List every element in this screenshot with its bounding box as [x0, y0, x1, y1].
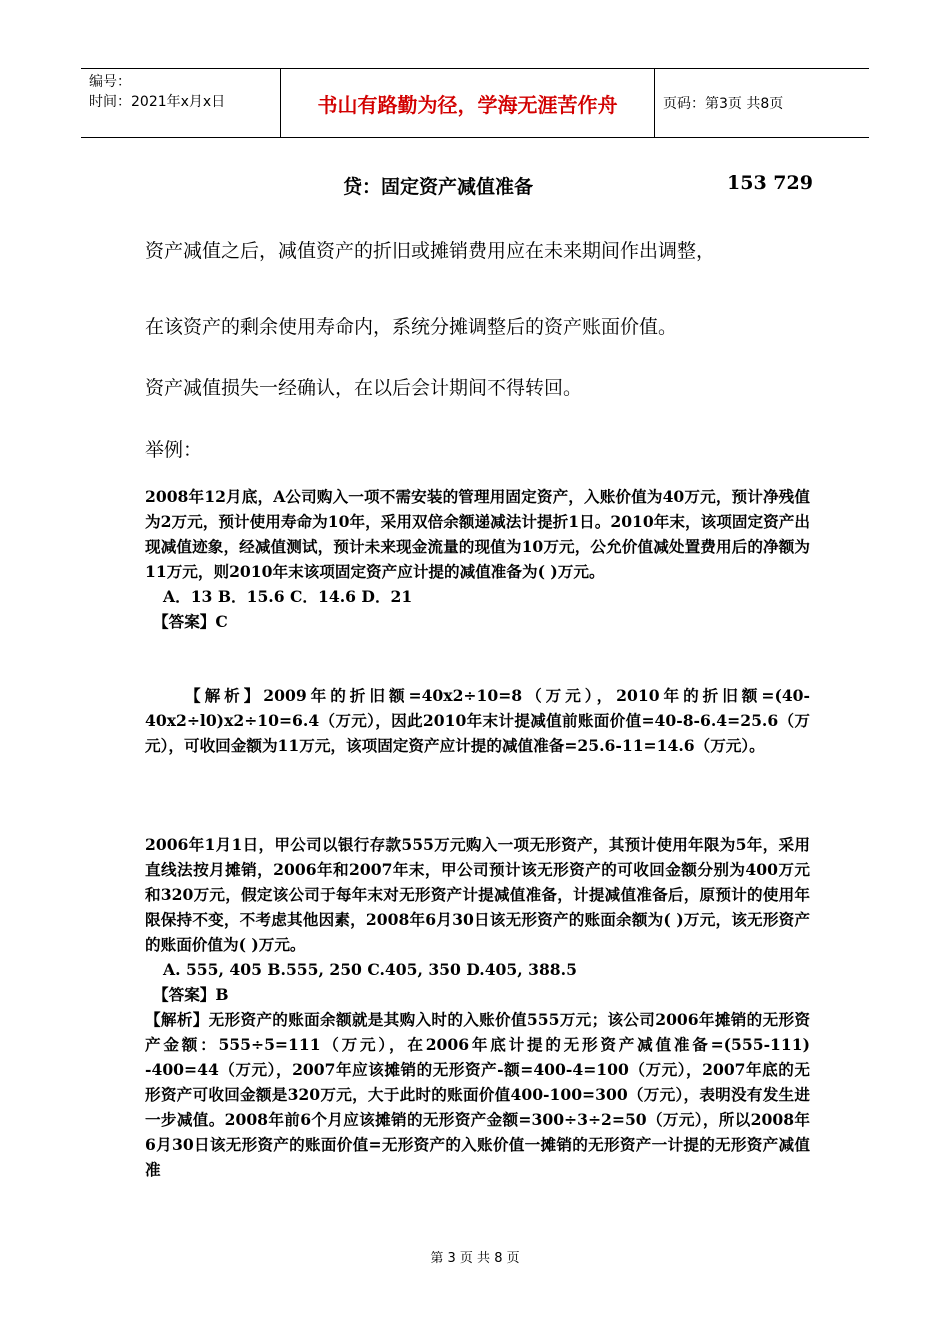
number-label: 编号： [89, 74, 131, 90]
paragraph-2: 在该资产的剩余使用寿命内，系统分摊调整后的资产账面价值。 [145, 316, 678, 338]
header-meta [81, 69, 281, 137]
example-1-question: 2008年12月底，A公司购入一项不需安装的管理用固定资产，入账价值为40万元，预计净残值为2万元，预计使用寿命为10年，采用双倍余额递减法计提折1日。2010年末，该项固定资产出现减值迹象，经减值测试，预计未来现金流量的现值为10万元，公允价值减处置费用后的净额为11万元，则2010年末该项固定资产应计提的减值准备为( )万元。 [145, 487, 810, 581]
example-2-analysis: 【解析】无形资产的账面余额就是其购入时的入账价值555万元；该公司2006年摊销的无形资产金额：555÷5=111（万元），在2006年底计提的无形资产减值准备=(555-111) -400=44（万元），2007年应该摊销的无形资产-额=400-4=100（万元），2007年底的无形资产可收回金额是320万元，大于此时的账面价值400-100=300（万元），表明没有发生进一步减值。2008年前6个月应该摊销的无形资产金额=300÷3÷2=50（万元），所以2008年6月30日该无形资产的账面价值=无形资产的入账价值一摊销的无形资产一计提的无形资产减值准 [145, 1010, 810, 1179]
example-1 [145, 484, 810, 634]
example-1-answer: 【答案】C [153, 612, 228, 631]
paragraph-1: 资产减值之后，减值资产的折旧或摊销费用应在未来期间作出调整， [145, 240, 716, 262]
example-2-options: A. 555, 405 B.555, 250 C.405, 350 D.405, 388.5 [163, 960, 577, 979]
entry-label: 贷：固定资产减值准备 [343, 176, 534, 198]
page-footer: 第 3 页 共 8 页 [430, 1251, 520, 1266]
example-1-analysis-block [145, 683, 810, 758]
example-2-answer: 【答案】B [153, 985, 229, 1004]
entry-amount: 153 729 [727, 172, 813, 194]
header-page-info: 页码：第3页 共8页 [663, 96, 784, 112]
example-2-question: 2006年1月1日，甲公司以银行存款555万元购入一项无形资产，其预计使用年限为5年，采用直线法按月摊销，2006年和2007年末，甲公司预计该无形资产的可收回金额分别为400万元和320万元，假定该公司于每年末对无形资产计提减值准备，计提减值准备后，原预计的使用年限保持不变，不考虑其他因素，2008年6月30日该无形资产的账面余额为( )万元，该无形资产的账面价值为( )万元。 [145, 835, 810, 954]
example-1-analysis: 【解析】2009年的折旧额=40x2÷10=8（万元），2010年的折旧额=(40-40x2÷l0)x2÷10=6.4（万元），因此2010年末计提减值前账面价值=40-8-6.4=25.6（万元），可收回金额为11万元，该项固定资产应计提的减值准备=25.6-11=14.6（万元）。 [145, 686, 810, 755]
example-2 [145, 832, 810, 1182]
time-label: 时间：2021年x月x日 [89, 94, 226, 110]
page-header [81, 68, 869, 138]
example-1-options: A．13 B．15.6 C．14.6 D．21 [163, 587, 413, 606]
paragraph-3: 资产减值损失一经确认，在以后会计期间不得转回。 [145, 377, 583, 399]
paragraph-4: 举例： [145, 439, 203, 461]
header-motto: 书山有路勤为径，学海无涯苦作舟 [281, 69, 655, 137]
